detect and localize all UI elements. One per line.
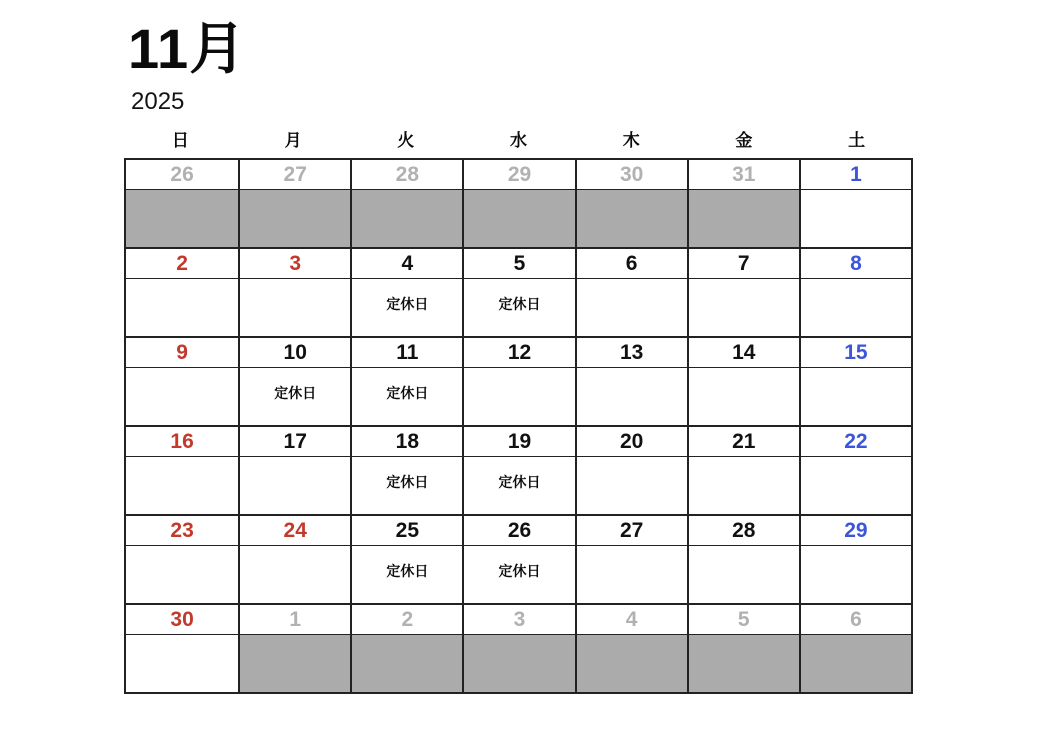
date-cell[interactable]: 5 [687,605,799,635]
day-note-cell[interactable] [238,457,350,514]
note-row [126,279,911,336]
week-row-3 [126,336,911,425]
date-cell[interactable]: 29 [462,160,574,190]
date-row [126,516,911,546]
offmonth-cell[interactable] [462,190,574,247]
closed-day-label: 定休日 [386,563,429,579]
closed-day-label: 定休日 [498,563,541,579]
date-row [126,249,911,279]
date-cell[interactable]: 22 [799,427,911,457]
closed-day-label: 定休日 [498,296,541,312]
offmonth-cell[interactable] [575,190,687,247]
date-row [126,427,911,457]
weekday-label-sat: 土 [848,131,866,150]
date-row [126,338,911,368]
offmonth-cell[interactable] [687,190,799,247]
day-note-cell[interactable] [126,368,238,425]
day-note-cell[interactable] [350,279,462,336]
day-note-cell[interactable] [126,457,238,514]
date-cell[interactable]: 12 [462,338,574,368]
date-cell[interactable]: 30 [126,605,238,635]
week-row-4 [126,425,911,514]
weekday-label-thu: 木 [622,131,640,150]
month-title: 11月 [128,17,247,80]
weekday-label-sun: 日 [171,131,189,150]
weekday-label-wed: 水 [509,131,527,150]
offmonth-cell[interactable] [238,190,350,247]
year-label: 2025 [131,88,185,115]
date-cell[interactable]: 8 [799,249,911,279]
day-note-cell[interactable] [687,368,799,425]
date-cell[interactable]: 30 [575,160,687,190]
note-row [126,457,911,514]
date-cell[interactable]: 19 [462,427,574,457]
date-cell[interactable]: 18 [350,427,462,457]
date-cell[interactable]: 7 [687,249,799,279]
day-note-cell[interactable] [238,368,350,425]
offmonth-cell[interactable] [462,635,574,692]
date-cell[interactable]: 6 [799,605,911,635]
day-note-cell[interactable] [687,279,799,336]
day-note-cell[interactable] [575,279,687,336]
day-note-cell[interactable] [462,546,574,603]
note-row [126,190,911,247]
day-note-cell[interactable] [462,457,574,514]
offmonth-cell[interactable] [126,190,238,247]
date-cell[interactable]: 3 [238,249,350,279]
week-row-6 [126,603,911,692]
offmonth-cell[interactable] [575,635,687,692]
date-cell[interactable]: 3 [462,605,574,635]
day-note-cell[interactable] [126,635,238,692]
closed-day-label: 定休日 [386,474,429,490]
date-cell[interactable]: 27 [238,160,350,190]
date-cell[interactable]: 11 [350,338,462,368]
week-row-2 [126,247,911,336]
offmonth-cell[interactable] [799,635,911,692]
day-note-cell[interactable] [799,457,911,514]
offmonth-cell[interactable] [687,635,799,692]
closed-day-label: 定休日 [386,385,429,401]
day-note-cell[interactable] [238,279,350,336]
date-row [126,160,911,190]
week-row-1 [126,160,911,247]
offmonth-cell[interactable] [238,635,350,692]
date-cell[interactable]: 1 [238,605,350,635]
date-cell[interactable]: 28 [350,160,462,190]
weekday-header-row [124,128,913,154]
date-cell[interactable]: 2 [126,249,238,279]
date-cell[interactable]: 15 [799,338,911,368]
closed-day-label: 定休日 [498,474,541,490]
day-note-cell[interactable] [350,368,462,425]
date-cell[interactable]: 13 [575,338,687,368]
closed-day-label: 定休日 [274,385,317,401]
closed-day-label: 定休日 [386,296,429,312]
date-cell[interactable]: 16 [126,427,238,457]
day-note-cell[interactable] [462,279,574,336]
date-cell[interactable]: 17 [238,427,350,457]
calendar-grid [124,158,913,694]
day-note-cell[interactable] [799,368,911,425]
day-note-cell[interactable] [462,368,574,425]
date-cell[interactable]: 6 [575,249,687,279]
date-cell[interactable]: 21 [687,427,799,457]
day-note-cell[interactable] [575,457,687,514]
date-cell[interactable]: 28 [687,516,799,546]
date-cell[interactable]: 4 [575,605,687,635]
offmonth-cell[interactable] [350,635,462,692]
date-cell[interactable]: 10 [238,338,350,368]
date-cell[interactable]: 27 [575,516,687,546]
date-cell[interactable]: 24 [238,516,350,546]
date-cell[interactable]: 1 [799,160,911,190]
day-note-cell[interactable] [799,279,911,336]
day-note-cell[interactable] [799,546,911,603]
weekday-label-tue: 火 [397,131,415,150]
date-cell[interactable]: 4 [350,249,462,279]
note-row [126,635,911,692]
date-cell[interactable]: 26 [462,516,574,546]
date-cell[interactable]: 5 [462,249,574,279]
day-note-cell[interactable] [126,546,238,603]
week-row-5 [126,514,911,603]
day-note-cell[interactable] [350,457,462,514]
date-cell[interactable]: 29 [799,516,911,546]
date-cell[interactable]: 20 [575,427,687,457]
note-row [126,368,911,425]
day-note-cell[interactable] [350,546,462,603]
date-cell[interactable]: 26 [126,160,238,190]
day-note-cell[interactable] [575,368,687,425]
day-note-cell[interactable] [238,546,350,603]
day-note-cell[interactable] [575,546,687,603]
day-note-cell[interactable] [126,279,238,336]
date-cell[interactable]: 2 [350,605,462,635]
offmonth-cell[interactable] [350,190,462,247]
note-row [126,546,911,603]
date-cell[interactable]: 23 [126,516,238,546]
day-note-cell[interactable] [799,190,911,247]
weekday-label-fri: 金 [735,131,753,150]
day-note-cell[interactable] [687,457,799,514]
date-cell[interactable]: 9 [126,338,238,368]
day-note-cell[interactable] [687,546,799,603]
date-cell[interactable]: 14 [687,338,799,368]
weekday-label-mon: 月 [284,131,302,150]
date-row [126,605,911,635]
date-cell[interactable]: 25 [350,516,462,546]
date-cell[interactable]: 31 [687,160,799,190]
